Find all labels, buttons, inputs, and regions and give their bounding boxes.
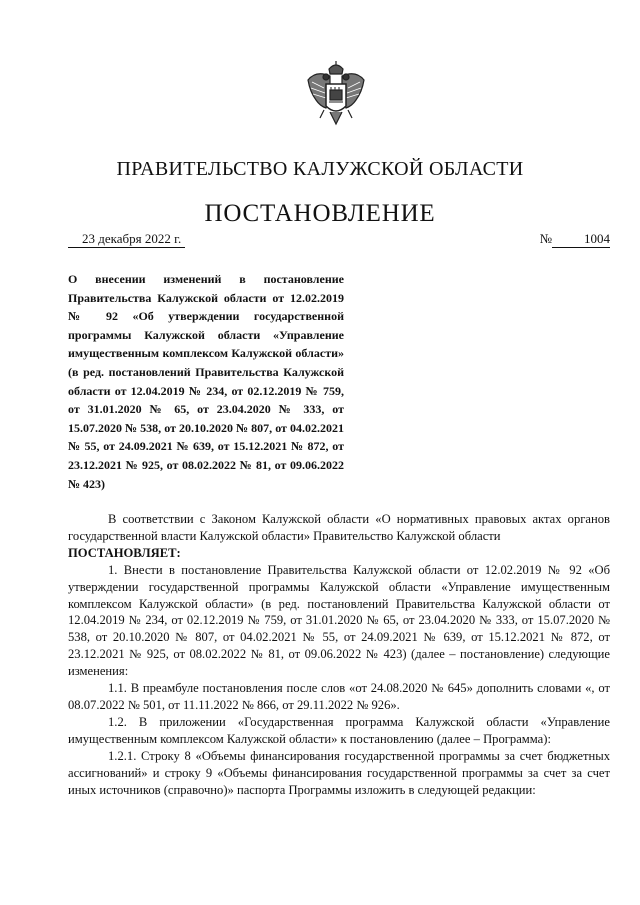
preamble-paragraph: В соответствии с Законом Калужской области «О нормативных правовых актах органов государственной власти Калужской области» Правительство Калужской области	[68, 512, 610, 543]
document-type: ПОСТАНОВЛЕНИЕ	[204, 200, 436, 227]
resolves-label: ПОСТАНОВЛЯЕТ:	[68, 545, 181, 560]
paragraph-1-1: 1.1. В преамбуле постановления после слов «от 24.08.2020 № 645» дополнить словами «, от 08.07.2022 № 501, от 11.11.2022 № 866, от 29.11.2022 № 926».	[68, 681, 610, 712]
document-date	[68, 231, 185, 248]
coat-of-arms-emblem	[304, 60, 368, 130]
date-value: 23 декабря 2022 г.	[68, 231, 185, 248]
paragraph-1-2-1: 1.2.1. Строку 8 «Объемы финансирования государственной программы за счет бюджетных ассигнований» и строку 9 «Объемы финансирования государственной программы за счет за счет иных источников (справочно)» паспорта Программы изложить в следующей редакции:	[68, 748, 610, 797]
document-body	[68, 511, 610, 798]
document-number	[540, 231, 610, 248]
government-name: ПРАВИТЕЛЬСТВО КАЛУЖСКОЙ ОБЛАСТИ	[116, 158, 524, 180]
paragraph-1-2: 1.2. В приложении «Государственная программа Калужской области «Управление имущественным комплексом Калужской области» к постановлению (далее – Программа):	[68, 714, 610, 746]
paragraph-1: 1. Внести в постановление Правительства Калужской области от 12.02.2019 № 92 «Об утверждении государственной программы Калужской области «Управление имущественным комплексом Калужской области» (в ред. постановлений Правительства Калужской области от 12.04.2019 № 234, от 02.12.2019 № 759, от 31.01.2020 № 65, от 23.04.2020 № 333, от 15.07.2020 № 538, от 20.10.2020 № 807, от 04.02.2021 № 55, от 24.09.2021 № 639, от 15.12.2021 № 872, от 23.12.2021 № 925, от 08.02.2022 № 81, от 09.06.2022 № 423) (далее – постановление) следующие изменения:	[68, 562, 610, 679]
document-heading: О внесении изменений в постановление Правительства Калужской области от 12.02.2019 № 92 «Об утверждении государственной программы Калужской области «Управление имущественным комплексом Калужской области» (в ред. постановлений Правительства Калужской области от 12.04.2019 № 234, от 02.12.2019 № 759, от 31.01.2020 № 65, от 23.04.2020 № 333, от 15.07.2020 № 538, от 20.10.2020 № 807, от 04.02.2021 № 55, от 24.09.2021 № 639, от 15.12.2021 № 872, от 23.12.2021 № 925, от 08.02.2022 № 81, от 09.06.2022 № 423)	[68, 272, 344, 491]
number-value: 1004	[552, 231, 610, 248]
number-label: №	[539, 231, 552, 246]
